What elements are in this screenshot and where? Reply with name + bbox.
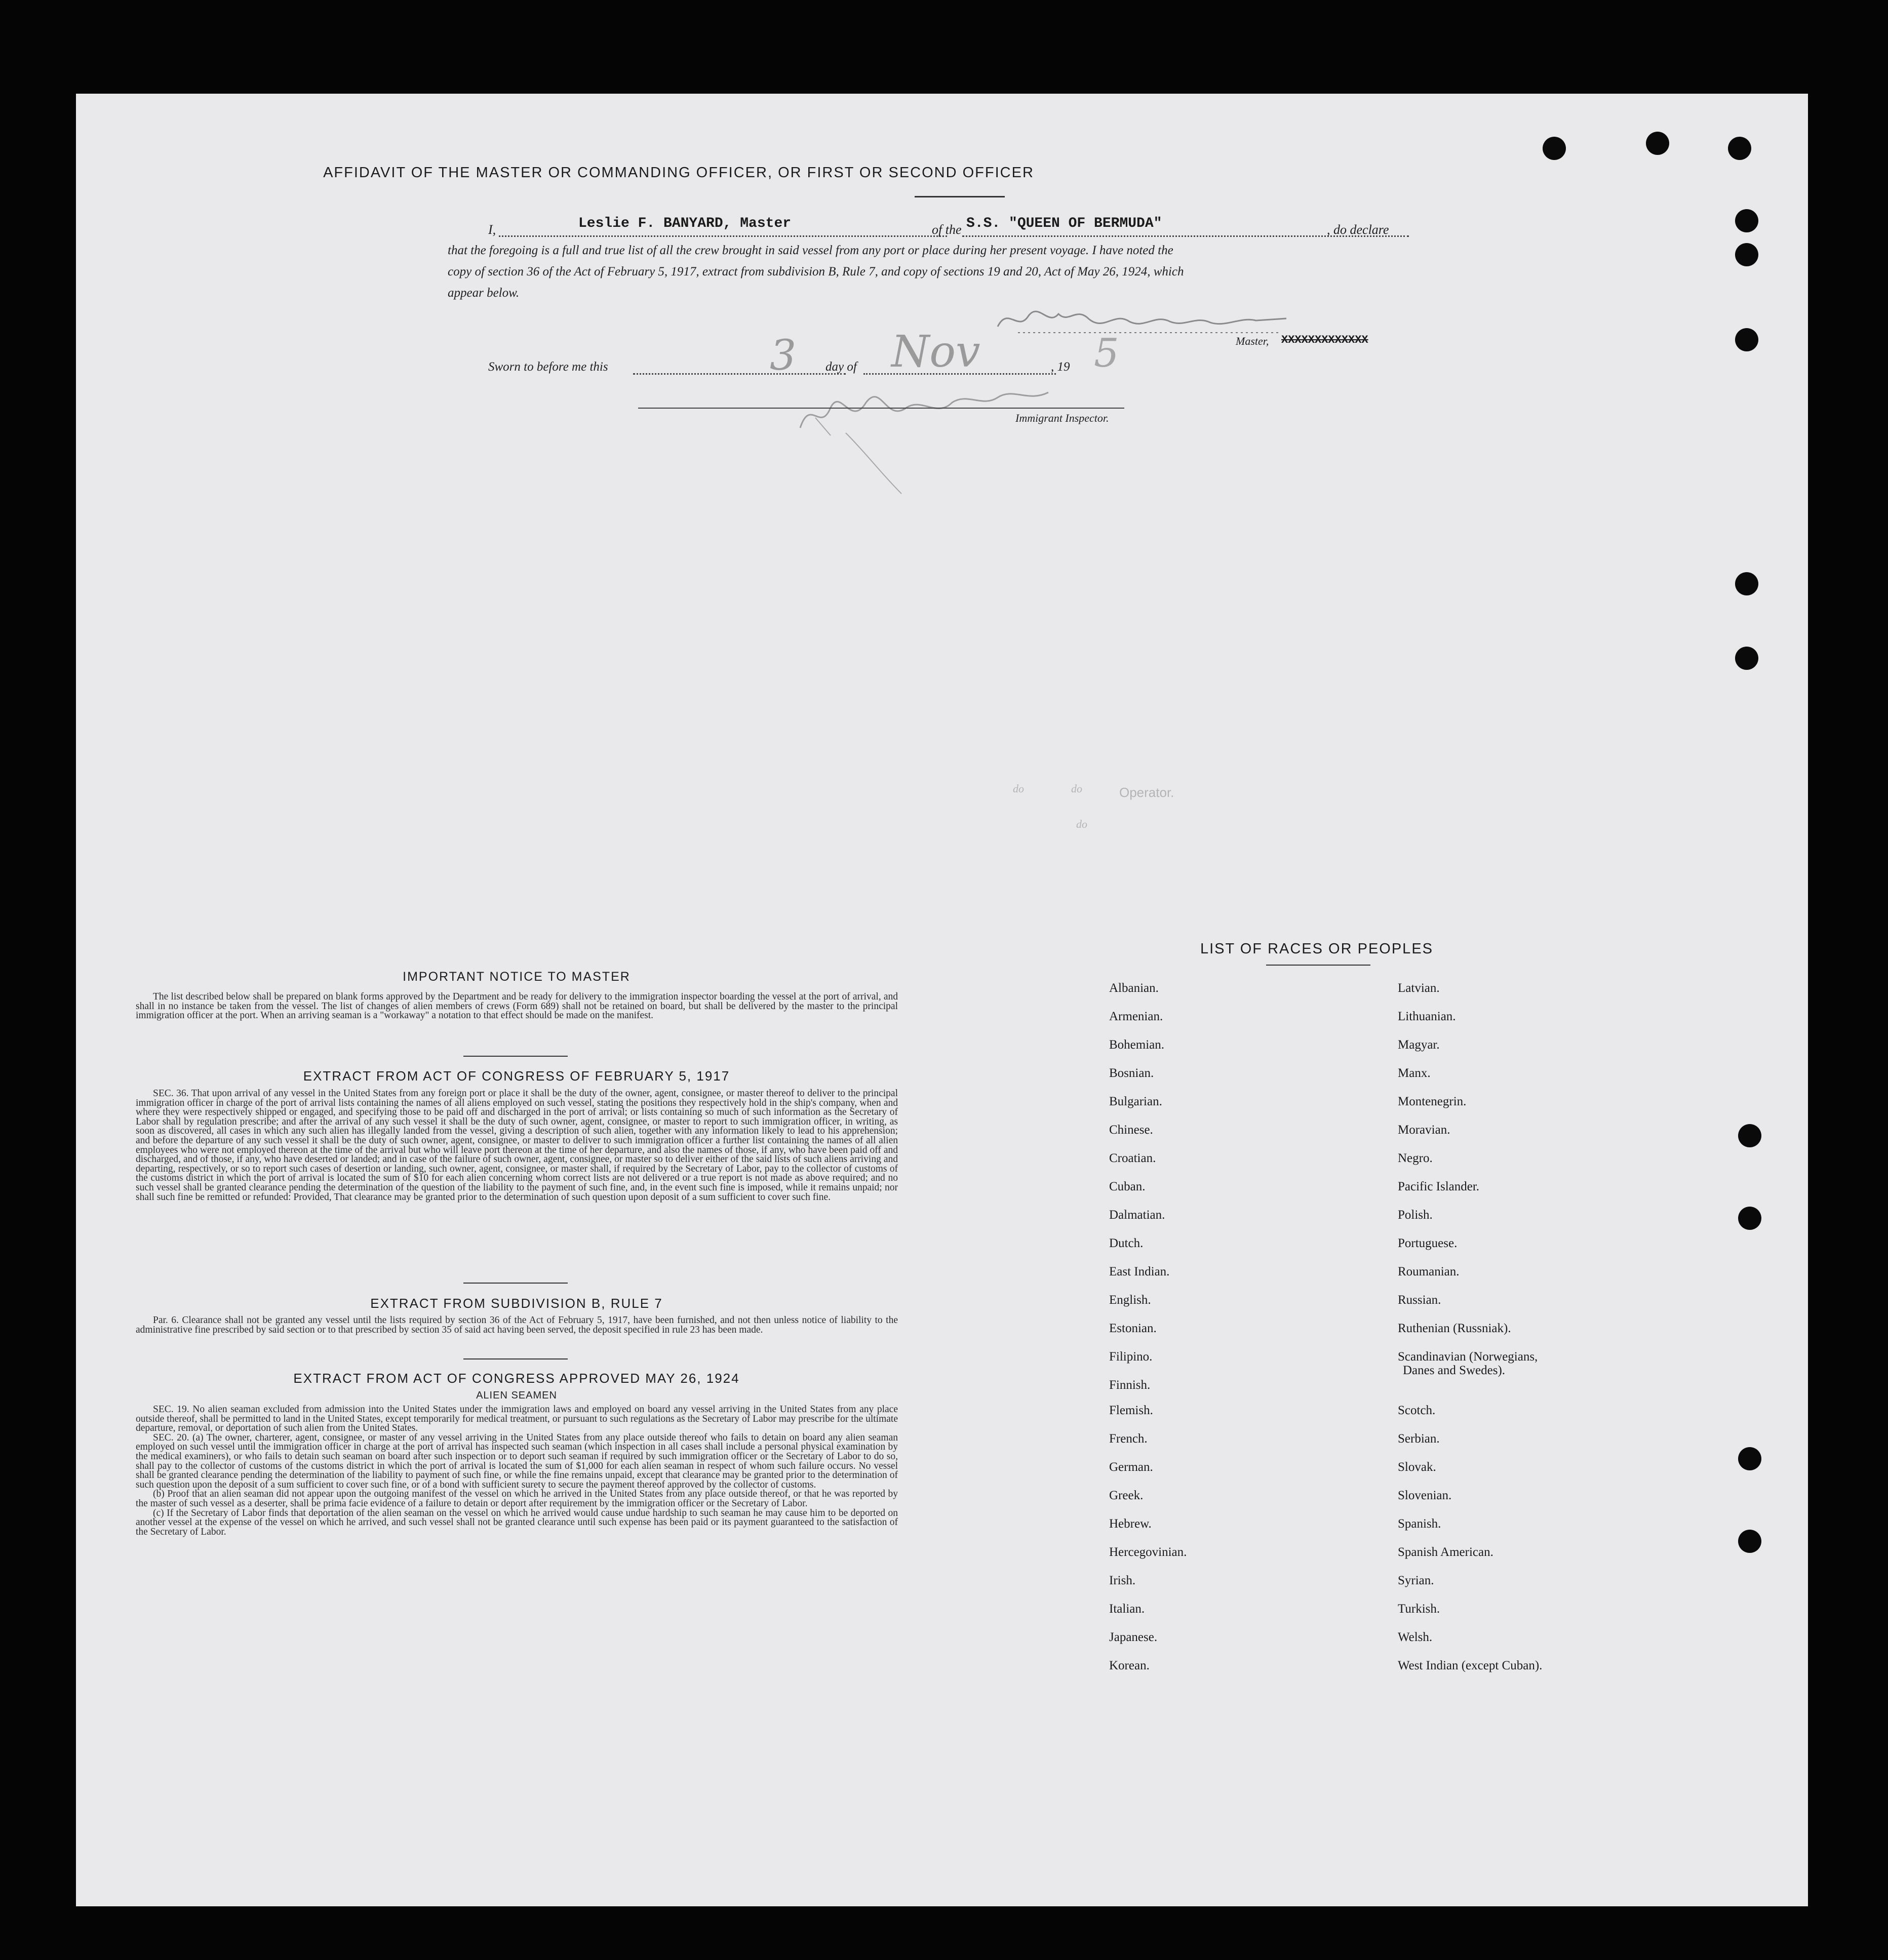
inspector-signature: [785, 367, 1069, 504]
people-item: Irish.: [1109, 1574, 1136, 1587]
scandinavian-line-2: Danes and Swedes).: [1403, 1364, 1506, 1377]
people-item: Hebrew.: [1109, 1517, 1152, 1531]
day-of-label: day of: [825, 360, 857, 374]
people-item: Hercegovinian.: [1109, 1545, 1187, 1559]
of-the-label: of the: [932, 222, 962, 237]
people-item: German.: [1109, 1460, 1153, 1474]
people-item: Armenian.: [1109, 1010, 1163, 1023]
notice-paragraph: The list described below shall be prepared on blank forms approved by the Department and be ready for delivery to the immigration inspector boarding the vessel at the port of arrival, and shall in no instance be taken from the vessel. The list of changes of alien members of crews (Form 689) shall not be retained on board, but shall be delivered by the master to the principal immigration officer at the port. When an arriving seaman is a "workaway" a notation to that effect should be made on the manifest.: [136, 991, 898, 1021]
people-item: French.: [1109, 1432, 1148, 1446]
document-sheet: [76, 94, 1808, 1906]
par-6-paragraph: Par. 6. Clearance shall not be granted any vessel until the lists required by section 36 of the Act of February 5, 1917, have been furnished, and not then unless notice of liability to the administrative fine prescribed by said section or to that prescribed by section 35 of said act having been served, the deposit specified in rule 23 has been made.: [136, 1315, 898, 1335]
extract-1917-block: [136, 1089, 898, 1202]
people-item: Estonian.: [1109, 1322, 1157, 1335]
people-item: Croatian.: [1109, 1151, 1156, 1165]
vessel-name-field: S.S. "QUEEN OF BERMUDA": [966, 216, 1162, 231]
people-item: Bosnian.: [1109, 1066, 1154, 1080]
people-item: English.: [1109, 1293, 1151, 1307]
master-name-field: Leslie F. BANYARD, Master: [578, 216, 792, 231]
punch-hole: [1735, 328, 1758, 351]
sec-36-paragraph: SEC. 36. That upon arrival of any vessel in the United States from any foreign port or place it shall be the duty of the owner, agent, consignee, or master thereof to deliver to the principal immigration officer in charge of the port of arrival lists containing the names of all aliens employed on such vessel, stating the positions they respectively hold in the ship's company, when and where they were respectively shipped or engaged, and specifying those to be paid off and discharged in the port of arrival; or lists containing so much of such information as the Secretary of Labor shall by regulation prescribe; and after the arrival of any such vessel it shall be the duty of such owner, agent, consignee, or master to report to such immigration officer, in writing, as soon as discovered, all cases in which any such alien has illegally landed from the vessel, giving a description of such alien, together with any information likely to lead to his apprehension; and before the departure of any such vessel it shall be the duty of such owner, agent, consignee, or master to deliver to such immigration officer a further list containing the names of all alien employees who were not employed thereon at the time of the arrival but who will leave port thereon at the time of her departure, and also the names of those, if any, who have been paid off and discharged, and of those, if any, who have deserted or landed; and in case of the failure of such owner, agent, consignee, or master so to deliver either of the said lists of such aliens arriving and departing, respectively, or so to report such cases of desertion or landing, such owner, agent, consignee, or master shall, if required by the Secretary of Labor, pay to the collector of customs of the customs district in which the port of arrival is located the sum of $10 for each alien concerning whom correct lists are not delivered or a true report is not made as above required; and no such vessel shall be granted clearance pending the determination of the question of the liability to the payment of such fine, and, in the event such fine is imposed, while it remains unpaid; nor shall such fine be remitted or refunded: Provided, That clearance may be granted prior to the determination of such question upon deposit of a sum sufficient to cover such fine.: [136, 1088, 898, 1203]
extract-1917-title: EXTRACT FROM ACT OF CONGRESS OF FEBRUARY 5, 1917: [303, 1068, 730, 1084]
inspector-label: Immigrant Inspector.: [1015, 412, 1109, 424]
people-item: Cuban.: [1109, 1180, 1146, 1193]
punch-hole: [1738, 1124, 1761, 1147]
people-item: Turkish.: [1398, 1602, 1440, 1616]
punch-hole: [1728, 137, 1751, 160]
people-item: Pacific Islander.: [1398, 1180, 1480, 1193]
punch-hole: [1735, 243, 1758, 266]
punch-hole: [1738, 1530, 1761, 1553]
sec-20a-paragraph: SEC. 20. (a) The owner, charterer, agent, consignee, or master of any vessel arriving in the United States from any place outside thereof who fails to detain on board any alien seaman employed on such vessel until the immigration officer in charge at the port of arrival has inspected such seaman (which inspection in all cases shall include a personal physical examination by the medical examiners), or who fails to detain such seaman on board after such inspection or to deport such seaman if required by such immigration officer or the Secretary of Labor to do so, shall pay to the collector of customs of the customs district in which the port of arrival is located the sum of $1,000 for each alien seaman in respect of whom such failure occurs. No vessel shall be granted clearance pending the determination of the liability to payment of such fine, or while the fine remains unpaid, except that clearance may be granted prior to the determination of such question upon the deposit of a sum sufficient to cover such fine, or of a bond with sufficient surety to secure the payment thereof approved by the collector of customs.: [136, 1432, 898, 1490]
people-item: Ruthenian (Russniak).: [1398, 1322, 1511, 1335]
sec-20b-paragraph: (b) Proof that an alien seaman did not appear upon the outgoing manifest of the vessel on which he arrived in the United States from any place outside thereof, or that he was reported by the master of such vessel as a deserter, shall be prima facie evidence of a failure to detain or deport after requirement by the immigration officer or the Secretary of Labor.: [136, 1489, 898, 1509]
people-item: Montenegrin.: [1398, 1095, 1467, 1108]
people-item: Russian.: [1398, 1293, 1441, 1307]
year-prefix: , 19: [1051, 360, 1070, 374]
intro-i: I,: [488, 222, 496, 237]
subdivision-b-block: [136, 1316, 898, 1335]
people-item: Japanese.: [1109, 1630, 1158, 1644]
people-item: Manx.: [1398, 1066, 1431, 1080]
divider-2: [463, 1283, 568, 1284]
people-item: Roumanian.: [1398, 1265, 1460, 1278]
people-item: Dutch.: [1109, 1236, 1144, 1250]
people-item: Slovak.: [1398, 1460, 1436, 1474]
sworn-month-handwritten: Nov: [891, 327, 980, 377]
people-item: Magyar.: [1398, 1038, 1440, 1052]
people-item: Negro.: [1398, 1151, 1433, 1165]
faint-ditto-1: do: [1071, 782, 1082, 795]
extract-1924-title: EXTRACT FROM ACT OF CONGRESS APPROVED MAY 26, 1924: [293, 1371, 740, 1386]
people-item: East Indian.: [1109, 1265, 1170, 1278]
master-struck-title: XXXXXXXXXXXXX: [1281, 334, 1368, 346]
people-item: Scotch.: [1398, 1404, 1436, 1417]
punch-hole: [1735, 572, 1758, 595]
people-item: Dalmatian.: [1109, 1208, 1165, 1222]
notice-text-block: [136, 992, 898, 1021]
affidavit-line-3: appear below.: [448, 286, 520, 300]
people-item: [1398, 1349, 1542, 1403]
master-label: Master,: [1236, 335, 1269, 347]
people-item: Lithuanian.: [1398, 1010, 1456, 1023]
peoples-right-column: [1398, 981, 1542, 1687]
sworn-label: Sworn to before me this: [488, 360, 608, 374]
alien-seamen-subtitle: ALIEN SEAMEN: [476, 1390, 557, 1401]
affidavit-line-2: copy of section 36 of the Act of February 5, 1917, extract from subdivision B, Rule 7, and copy of sections 19 and 20, Act of May 26, 1924, which: [448, 265, 1184, 278]
inspector-line: [638, 408, 1124, 409]
people-item: Korean.: [1109, 1659, 1150, 1672]
people-item: Spanish.: [1398, 1517, 1441, 1531]
people-item: Welsh.: [1398, 1630, 1433, 1644]
people-item: Moravian.: [1398, 1123, 1450, 1137]
people-item: Flemish.: [1109, 1404, 1153, 1417]
punch-hole: [1738, 1207, 1761, 1230]
punch-hole: [1543, 137, 1566, 160]
faint-ditto-3: do: [1076, 818, 1087, 830]
title-underline: [915, 196, 1005, 197]
peoples-title: LIST OF RACES OR PEOPLES: [1200, 941, 1434, 957]
scandinavian-line-1: Scandinavian (Norwegians,: [1398, 1350, 1538, 1364]
divider-3: [463, 1358, 568, 1359]
people-item: Latvian.: [1398, 981, 1440, 995]
people-item: West Indian (except Cuban).: [1398, 1659, 1543, 1672]
affidavit-line-1: that the foregoing is a full and true list of all the crew brought in said vessel from any port or place during her present voyage. I have noted the: [448, 244, 1173, 257]
people-item: Bulgarian.: [1109, 1095, 1162, 1108]
punch-hole: [1646, 132, 1669, 155]
people-item: Spanish American.: [1398, 1545, 1493, 1559]
peoples-left-column: [1109, 981, 1187, 1687]
peoples-title-underline: [1266, 965, 1370, 966]
extract-1924-block: [136, 1405, 898, 1537]
notice-title: IMPORTANT NOTICE TO MASTER: [403, 970, 631, 984]
people-item: Filipino.: [1109, 1350, 1153, 1364]
faint-ditto-2: do: [1013, 782, 1024, 795]
faint-operator-text: Operator.: [1119, 785, 1174, 800]
punch-hole: [1738, 1447, 1761, 1470]
people-item: Italian.: [1109, 1602, 1145, 1616]
people-item: Polish.: [1398, 1208, 1433, 1222]
do-declare-label: , do declare: [1327, 222, 1389, 237]
sec-20c-paragraph: (c) If the Secretary of Labor finds that deportation of the alien seaman on the vessel on which he arrived would cause undue hardship to such seaman he may cause him to be deported on another vessel at the expense of the vessel on which he arrived, and such vessel shall not be granted clearance until such expense has been paid or its payment guaranteed to the satisfaction of the Secretary of Labor.: [136, 1507, 898, 1537]
punch-hole: [1735, 647, 1758, 670]
people-item: Portuguese.: [1398, 1236, 1458, 1250]
year-suffix-handwritten: 5: [1094, 331, 1119, 376]
people-item: Chinese.: [1109, 1123, 1153, 1137]
punch-hole: [1735, 209, 1758, 232]
subdivision-b-title: EXTRACT FROM SUBDIVISION B, RULE 7: [370, 1296, 663, 1311]
people-item: Serbian.: [1398, 1432, 1440, 1446]
people-item: Finnish.: [1109, 1378, 1151, 1392]
people-item: Albanian.: [1109, 981, 1159, 995]
people-item: Syrian.: [1398, 1574, 1434, 1587]
people-item: Slovenian.: [1398, 1489, 1452, 1502]
people-item: Greek.: [1109, 1489, 1144, 1502]
name-dotline: [499, 235, 947, 237]
divider-1: [463, 1056, 568, 1057]
people-item: Bohemian.: [1109, 1038, 1165, 1052]
sec-19-paragraph: SEC. 19. No alien seaman excluded from admission into the United States under the immigration laws and employed on board any vessel arriving in the United States from any place outside thereof, shall be permitted to land in the United States, except temporarily for medical treatment, or pursuant to such regulations as the Secretary of Labor may prescribe for the ultimate departure, removal, or deportation of such alien from the United States.: [136, 1404, 898, 1434]
affidavit-title: AFFIDAVIT OF THE MASTER OR COMMANDING OFFICER, OR FIRST OR SECOND OFFICER: [323, 165, 1034, 181]
sworn-day-handwritten: 3: [770, 332, 797, 380]
